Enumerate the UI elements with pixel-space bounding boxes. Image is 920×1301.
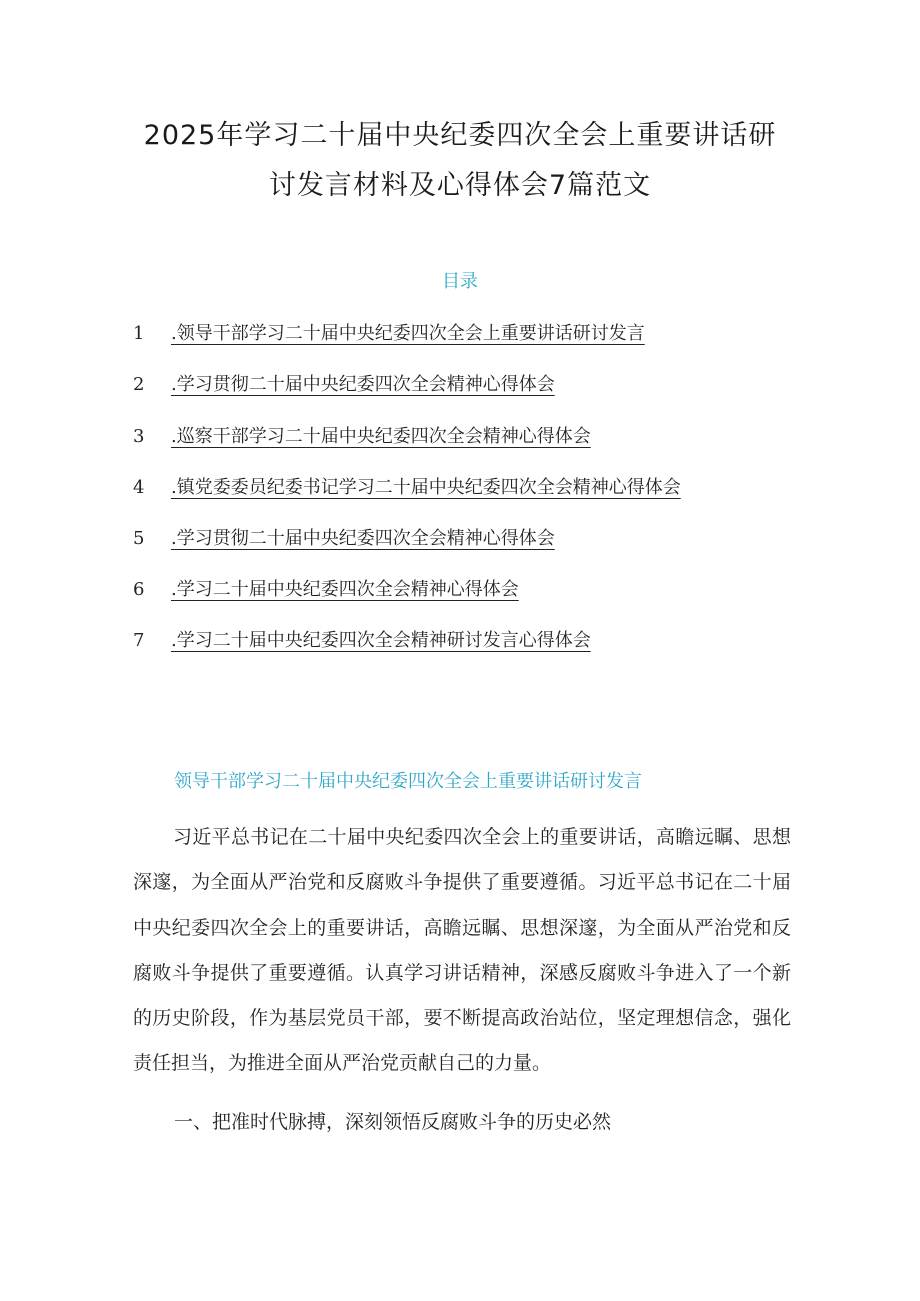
toc-item-4[interactable]: [133, 473, 681, 499]
toc-link[interactable]: .学习二十届中央纪委四次全会精神心得体会: [171, 579, 519, 600]
section-heading: 领导干部学习二十届中央纪委四次全会上重要讲话研讨发言: [174, 771, 642, 792]
toc-number: 7: [133, 630, 145, 651]
toc-item-7[interactable]: [133, 626, 591, 652]
toc-item-1[interactable]: [133, 319, 645, 345]
toc-heading: 目录: [442, 271, 478, 292]
toc-number: 3: [133, 426, 145, 447]
toc-item-2[interactable]: [133, 370, 555, 396]
toc-number: 2: [133, 374, 145, 395]
document-title-line-2: 讨发言材料及心得体会7篇范文: [268, 170, 652, 201]
document-title-line-1: 2025年学习二十届中央纪委四次全会上重要讲话研: [143, 120, 777, 151]
toc-item-3[interactable]: [133, 422, 591, 448]
toc-link[interactable]: .学习贯彻二十届中央纪委四次全会精神心得体会: [171, 374, 555, 395]
toc-number: 5: [133, 528, 145, 549]
toc-number: 6: [133, 579, 145, 600]
sub-heading: 一、把准时代脉搏，深刻领悟反腐败斗争的历史必然: [174, 1111, 612, 1133]
toc-link[interactable]: .巡察干部学习二十届中央纪委四次全会精神心得体会: [171, 426, 591, 447]
toc-number: 4: [133, 477, 145, 498]
toc-number: 1: [133, 323, 145, 344]
body-paragraph: 习近平总书记在二十届中央纪委四次全会上的重要讲话，高瞻远瞩、思想深邃，为全面从严治党和反腐败斗争提供了重要遵循。习近平总书记在二十届中央纪委四次全会上的重要讲话，高瞻远瞩、思想深邃，为全面从严治党和反腐败斗争提供了重要遵循。认真学习讲话精神，深感反腐败斗争进入了一个新的历史阶段，作为基层党员干部，要不断提高政治站位，坚定理想信念，强化责任担当，为推进全面从严治党贡献自己的力量。: [133, 826, 791, 1075]
toc-link[interactable]: .学习二十届中央纪委四次全会精神研讨发言心得体会: [171, 630, 591, 651]
toc-link[interactable]: .学习贯彻二十届中央纪委四次全会精神心得体会: [171, 528, 555, 549]
toc-link[interactable]: .镇党委委员纪委书记学习二十届中央纪委四次全会精神心得体会: [171, 477, 681, 498]
toc-item-6[interactable]: [133, 575, 519, 601]
toc-link[interactable]: .领导干部学习二十届中央纪委四次全会上重要讲话研讨发言: [171, 323, 645, 344]
toc-item-5[interactable]: [133, 524, 555, 550]
